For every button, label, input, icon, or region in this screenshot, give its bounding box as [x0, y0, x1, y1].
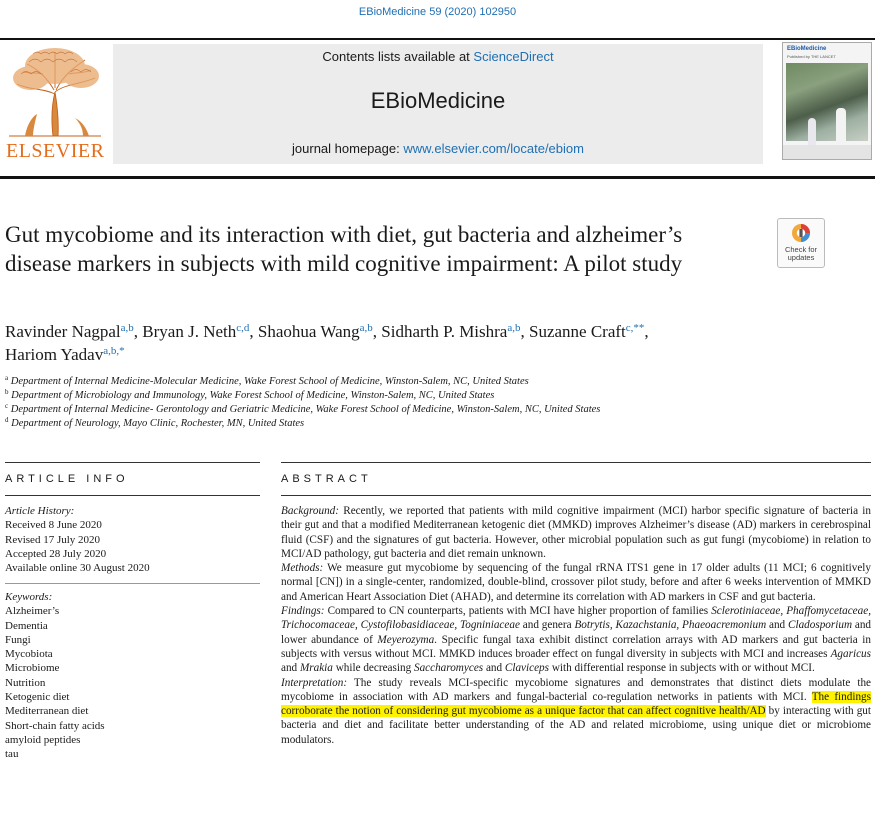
affiliation: $^b$ Department of Microbiology and Immunology, Wake Forest School of Medicine, Winston-Salem, NC, United States: [5, 388, 495, 401]
keyword: Short-chain fatty acids: [5, 719, 105, 732]
article-info-top-rule: [5, 462, 260, 463]
article-history: [5, 504, 255, 575]
keyword: Ketogenic diet: [5, 691, 70, 704]
author[interactable]: Shaohua Wang$^{a,b}$: [257, 322, 373, 341]
keyword: amyloid peptides: [5, 733, 81, 746]
cover-person-figure: [808, 118, 816, 148]
abstract-heading-rule: [281, 495, 871, 496]
journal-name: EBioMedicine: [370, 88, 506, 113]
contents-prefix: Contents lists available at: [322, 49, 474, 64]
crossmark-icon: [791, 223, 811, 243]
elsevier-wordmark[interactable]: ELSEVIER: [6, 140, 105, 162]
keyword: Nutrition: [5, 676, 46, 689]
journal-cover-thumbnail[interactable]: [782, 42, 872, 160]
keyword: Mediterranean diet: [5, 705, 89, 718]
author-list: Ravinder Nagpal$^{a,b}$, Bryan J. Neth$^{c,d}$, Shaohua Wang$^{a,b}$, Sidharth P. Mishra$^{a,b}$, Suzanne Craft$^{c,**}$, Hariom Yadav$^{a,b,*}$: [5, 322, 649, 364]
abstract-heading: ABSTRACT: [281, 473, 372, 485]
article-info-heading: ARTICLE INFO: [5, 473, 129, 485]
elsevier-tree-icon: [3, 44, 107, 140]
contents-line: [113, 49, 763, 64]
abstract-body: [281, 504, 871, 747]
highlighted-text[interactable]: The findings corroborate the notion of considering gut mycobiome as a unique factor that can affect cognitive health/AD: [281, 690, 871, 718]
cover-person-figure: [836, 108, 846, 148]
cover-subtitle: Published by THE LANCET: [787, 54, 836, 59]
sciencedirect-link[interactable]: ScienceDirect: [473, 49, 554, 64]
journal-homepage-link[interactable]: www.elsevier.com/locate/ebiom: [403, 141, 584, 156]
history-item: Received 8 June 2020: [5, 519, 102, 532]
cover-footer-strip: [783, 145, 871, 159]
cover-title: EBioMedicine: [787, 46, 827, 52]
journal-citation[interactable]: EBioMedicine 59 (2020) 102950: [358, 6, 517, 18]
keyword: Fungi: [5, 633, 31, 646]
affiliation: $^c$ Department of Internal Medicine- Gerontology and Geriatric Medicine, Wake Forest School of Medicine, Winston-Salem, NC, United States: [5, 402, 601, 415]
affiliations: [5, 375, 865, 431]
journal-homepage-line: [113, 141, 763, 156]
check-label-line1: Check for: [784, 245, 818, 254]
history-item: Available online 30 August 2020: [5, 562, 150, 575]
history-item: Accepted 28 July 2020: [5, 547, 107, 560]
cover-photo: [786, 63, 868, 141]
keyword: Mycobiota: [5, 648, 53, 661]
author[interactable]: Hariom Yadav$^{a,b,*}$: [5, 345, 125, 364]
affiliation: $^d$ Department of Neurology, Mayo Clinic, Rochester, MN, United States: [5, 416, 305, 429]
history-item: Revised 17 July 2020: [5, 533, 101, 546]
keyword: tau: [5, 748, 19, 761]
history-label: Article History:: [5, 505, 75, 517]
check-for-updates-button[interactable]: [777, 218, 825, 268]
keyword: Dementia: [5, 619, 48, 632]
abstract-background: Background: Recently, we reported that patients with mild cognitive impairment (MCI) harbor specific signature of bacteria in their gut and that a modified Mediterranean ketogenic diet (MMKD) improves Alzheimer’s disease (AD) markers in cerebrospinal fluid (CSF) and the signatures of gut bacteria. However, other microbial population such as gut fungi (mycobiome) in relation to MCI/AD pathology, gut bacteria and diet remain unknown.: [281, 505, 871, 560]
header-top-rule: [0, 38, 875, 40]
keywords-list: [5, 590, 255, 762]
check-for-updates-label: [778, 246, 824, 262]
abstract-top-rule: [281, 462, 871, 463]
author[interactable]: Suzanne Craft$^{c,**}$: [529, 322, 645, 341]
abstract-findings: Findings: Compared to CN counterparts, patients with MCI have higher proportion of families Sclerotiniaceae, Phaffomycetaceae, Trichocomaceae, Cystofilobasidiaceae, Togniniaceae and genera Botrytis, Kazachstania, Phaeoacremonium and Cladosporium and lower abundance of Meyerozyma. Specific fungal taxa exhibit distinct correlation arrays with AD markers and gut bacteria in subjects with versus without MCI. MMKD induces broader effect on fungal diversity in subjects with MCI and increases Agaricus and Mrakia while decreasing Saccharomyces and Claviceps with differential response in subjects with or without MCI.: [281, 605, 872, 675]
header-bottom-rule: [0, 176, 875, 179]
affiliation: $^a$ Department of Internal Medicine-Molecular Medicine, Wake Forest School of Medicine, Winston-Salem, NC, United States: [5, 374, 529, 387]
author[interactable]: Sidharth P. Mishra$^{a,b}$: [381, 322, 521, 341]
check-label-line2: updates: [787, 253, 815, 262]
author[interactable]: Ravinder Nagpal$^{a,b}$: [5, 322, 134, 341]
keyword: Alzheimer’s: [5, 605, 60, 618]
article-info-heading-rule: [5, 495, 260, 496]
keywords-label: Keywords:: [5, 591, 53, 603]
abstract-interpretation: Interpretation: The study reveals MCI-specific mycobiome signatures and demonstrates that distinct diets modulate the mycobiome in association with AD markers and fungal-bacterial co-regulation networks in patients with MCI. The findings corroborate the notion of considering gut mycobiome as a unique factor that can affect cognitive health/AD by interacting with gut bacteria and diet and facilitate better understanding of the AD and related microbiome, using unique diet or microbiome modulators.: [281, 676, 871, 746]
article-title: Gut mycobiome and its interaction with diet, gut bacteria and alzheimer’s disease markers in subjects with mild cognitive impairment: A pilot study: [5, 222, 683, 276]
author[interactable]: Bryan J. Neth$^{c,d}$: [142, 322, 250, 341]
keywords-rule: [5, 583, 260, 584]
abstract-methods: Methods: We measure gut mycobiome by sequencing of the fungal rRNA ITS1 gene in 17 older adults (11 MCI; 6 cognitively normal [CN]) in a single-center, randomized, double-blind, crossover pilot study, before and after 6 weeks intervention of MMKD and American Heart Association Diet (AHAD), and determine its correlation with AD markers in CSF and gut bacteria.: [281, 562, 871, 603]
keyword: Microbiome: [5, 662, 60, 675]
homepage-prefix: journal homepage:: [292, 141, 404, 156]
